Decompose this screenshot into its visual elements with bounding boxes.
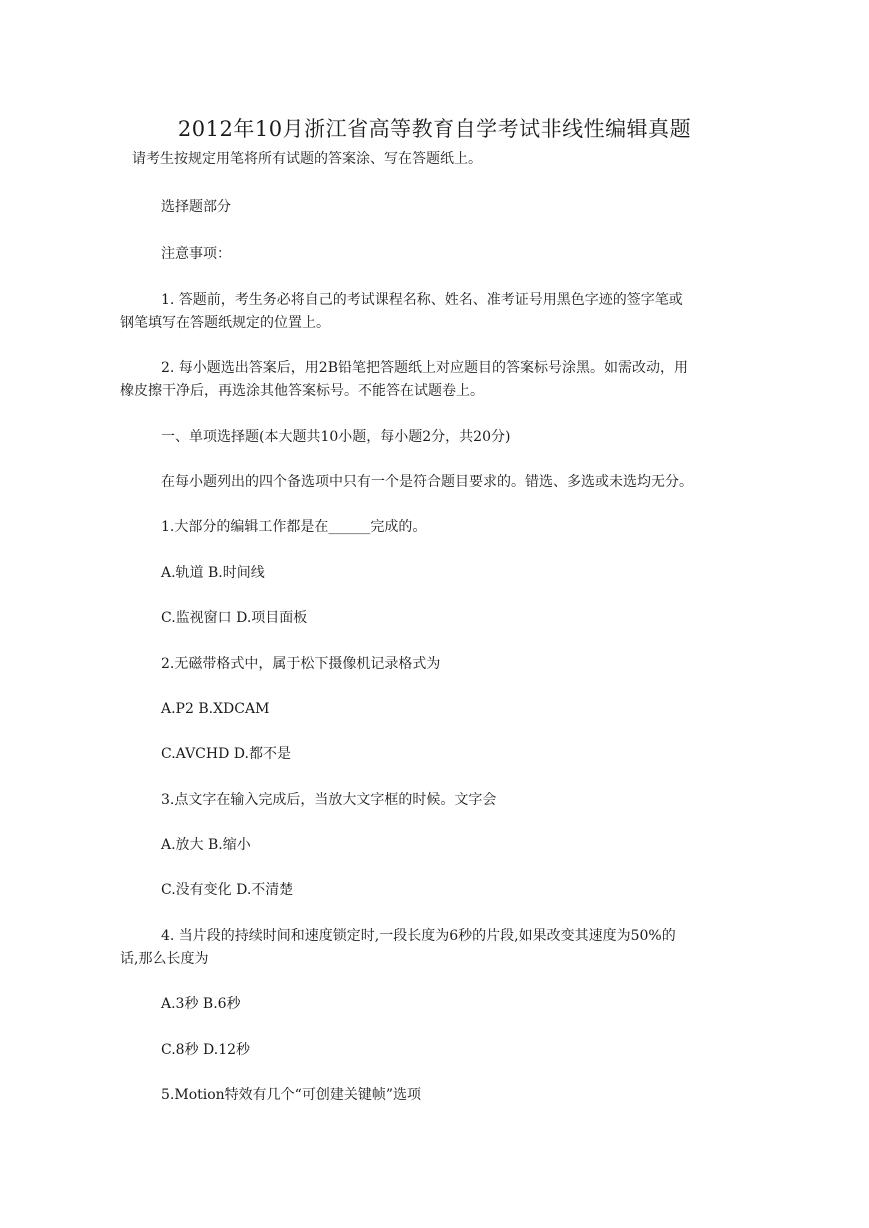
question-4-options-cd: C.8秒 D.12秒 xyxy=(161,1042,251,1058)
question-4-line-2: 话,那么长度为 xyxy=(120,951,209,967)
question-2-options-cd: C.AVCHD D.都不是 xyxy=(161,746,291,762)
question-3-options-cd: C.没有变化 D.不清楚 xyxy=(161,882,294,898)
question-3: 3.点文字在输入完成后，当放大文字框的时候。文字会 xyxy=(161,792,497,808)
question-3-options-ab: A.放大 B.缩小 xyxy=(161,837,251,853)
section-heading: 选择题部分 xyxy=(161,199,231,215)
notice-item-2-line-1: 2. 每小题选出答案后，用2B铅笔把答题纸上对应题目的答案标号涂黑。如需改动，用 xyxy=(161,360,689,376)
question-1-options-ab: A.轨道 B.时间线 xyxy=(161,565,265,581)
question-4-options-ab: A.3秒 B.6秒 xyxy=(161,996,241,1012)
instruction-text: 请考生按规定用笔将所有试题的答案涂、写在答题纸上。 xyxy=(132,151,482,167)
notice-item-1-line-1: 1. 答题前，考生务必将自己的考试课程名称、姓名、准考证号用黑色字迹的签字笔或 xyxy=(161,292,683,308)
question-1-options-cd: C.监视窗口 D.项目面板 xyxy=(161,610,308,626)
page-title: 2012年10月浙江省高等教育自学考试非线性编辑真题 xyxy=(177,117,692,141)
part-description: 在每小题列出的四个备选项中只有一个是符合题目要求的。错选、多选或未选均无分。 xyxy=(161,474,693,490)
question-2: 2.无磁带格式中，属于松下摄像机记录格式为 xyxy=(161,656,441,672)
question-1: 1.大部分的编辑工作都是在______完成的。 xyxy=(161,519,427,535)
part-heading: 一、单项选择题(本大题共10小题，每小题2分，共20分) xyxy=(161,429,511,445)
question-4-line-1: 4. 当片段的持续时间和速度锁定时,一段长度为6秒的片段,如果改变其速度为50%的 xyxy=(161,928,676,944)
notice-heading: 注意事项： xyxy=(161,246,231,262)
question-5: 5.Motion特效有几个“可创建关键帧”选项 xyxy=(161,1087,421,1103)
notice-item-2-line-2: 橡皮擦干净后，再选涂其他答案标号。不能答在试题卷上。 xyxy=(120,383,484,399)
question-2-options-ab: A.P2 B.XDCAM xyxy=(161,701,270,717)
notice-item-1-line-2: 钢笔填写在答题纸规定的位置上。 xyxy=(120,315,330,331)
